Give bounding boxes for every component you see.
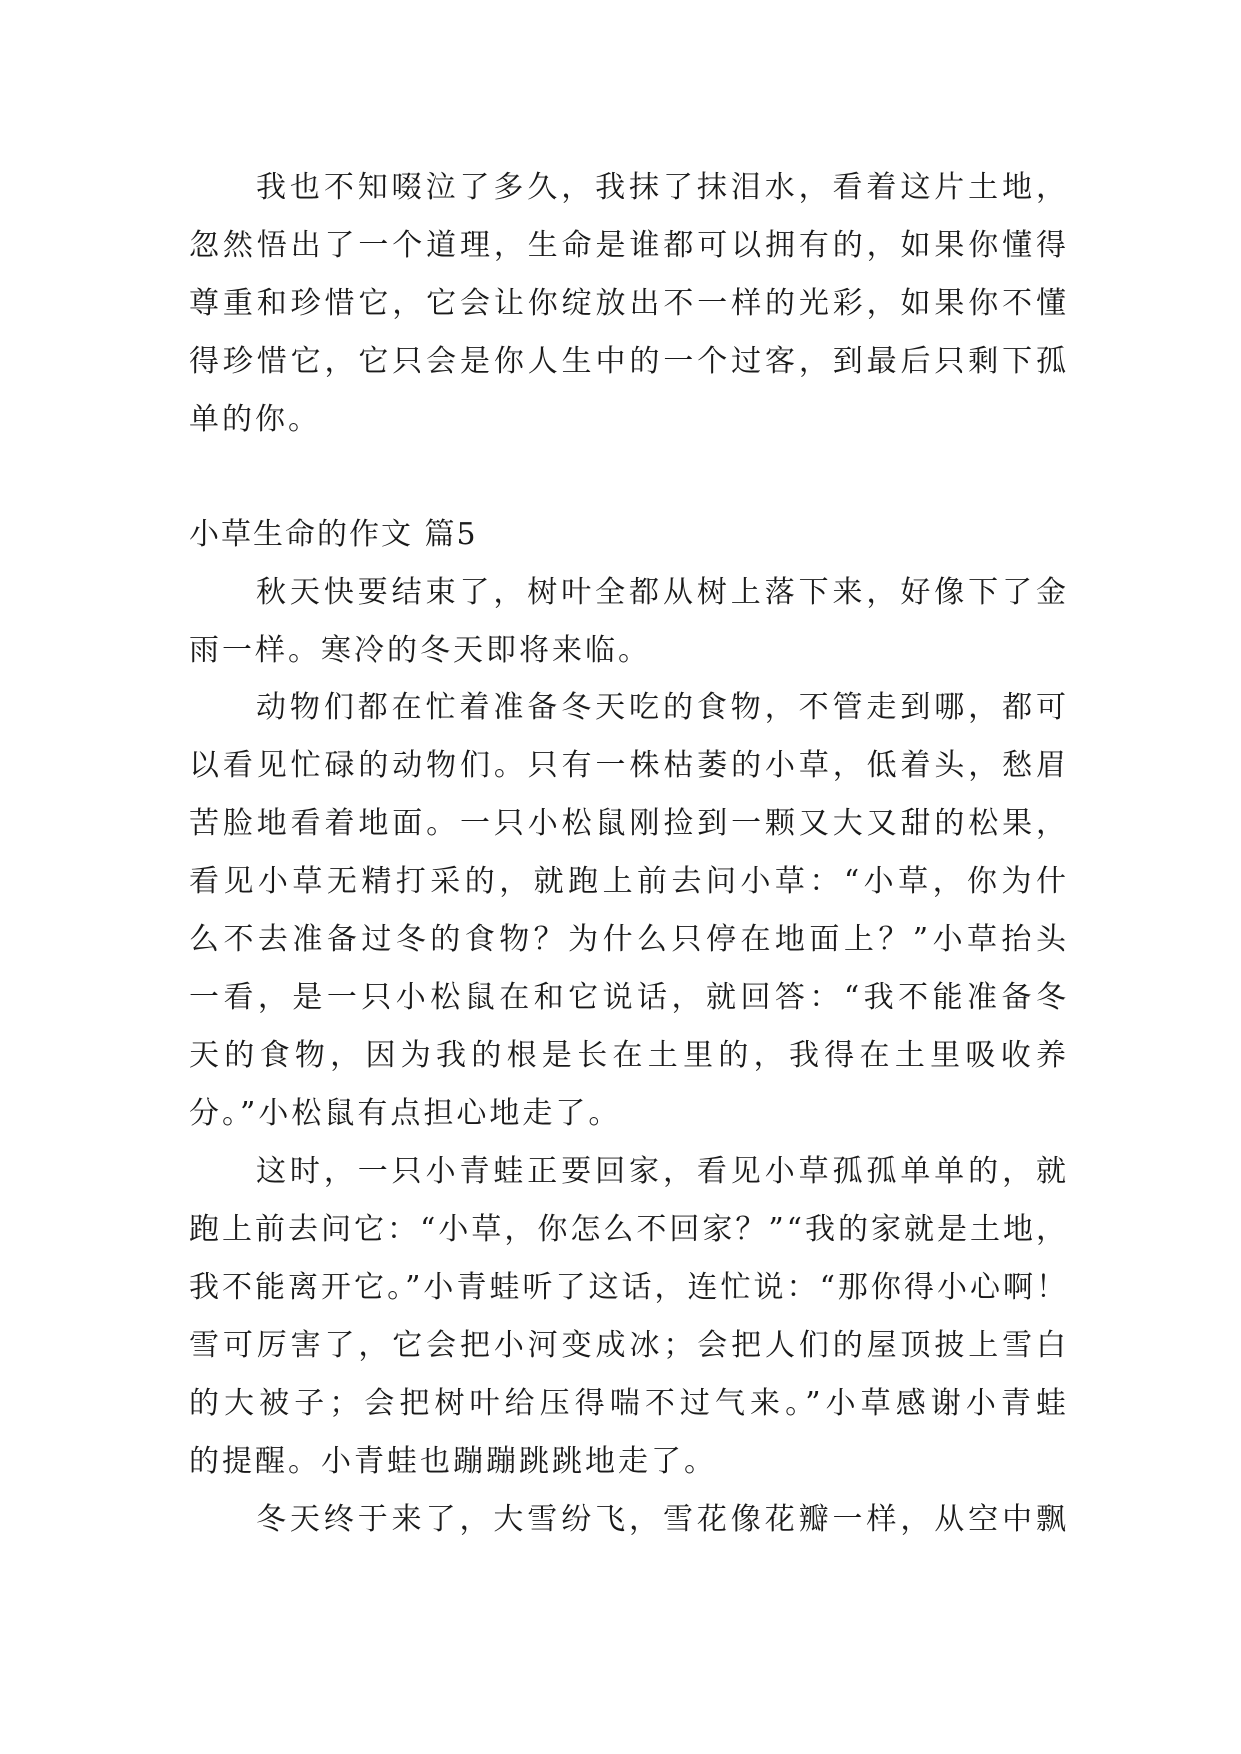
section-heading: 小草生命的作文 篇5 xyxy=(189,517,478,552)
text-line: 么不去准备过冬的食物？为什么只停在地面上？”小草抬头 xyxy=(189,922,1069,957)
text-line: 看见小草无精打采的，就跑上前去问小草：“小草，你为什 xyxy=(189,864,1069,899)
text-line: 这时，一只小青蛙正要回家，看见小草孤孤单单的，就 xyxy=(256,1154,1069,1189)
text-line: 我不能离开它。”小青蛙听了这话，连忙说：“那你得小心啊！ xyxy=(189,1270,1069,1305)
text-line: 的提醒。小青蛙也蹦蹦跳跳地走了。 xyxy=(189,1444,717,1479)
text-line: 冬天终于来了，大雪纷飞，雪花像花瓣一样，从空中飘 xyxy=(256,1502,1069,1537)
text-line: 跑上前去问它：“小草，你怎么不回家？”“我的家就是土地， xyxy=(189,1212,1070,1247)
text-line: 忽然悟出了一个道理，生命是谁都可以拥有的，如果你懂得 xyxy=(189,228,1069,263)
text-line: 的大被子；会把树叶给压得喘不过气来。”小草感谢小青蛙 xyxy=(189,1386,1069,1421)
text-line: 以看见忙碌的动物们。只有一株枯萎的小草，低着头，愁眉 xyxy=(189,748,1069,783)
text-line: 动物们都在忙着准备冬天吃的食物，不管走到哪，都可 xyxy=(256,690,1069,725)
text-line: 苦脸地看着地面。一只小松鼠刚捡到一颗又大又甜的松果， xyxy=(189,806,1069,841)
text-line: 得珍惜它，它只会是你人生中的一个过客，到最后只剩下孤 xyxy=(189,344,1069,379)
text-line: 一看，是一只小松鼠在和它说话，就回答：“我不能准备冬 xyxy=(189,980,1069,1015)
text-line: 单的你。 xyxy=(189,402,321,437)
text-line: 分。”小松鼠有点担心地走了。 xyxy=(189,1096,622,1131)
text-line: 秋天快要结束了，树叶全都从树上落下来，好像下了金 xyxy=(256,575,1069,610)
text-line: 尊重和珍惜它，它会让你绽放出不一样的光彩，如果你不懂 xyxy=(189,286,1069,321)
text-line: 我也不知啜泣了多久，我抹了抹泪水，看着这片土地， xyxy=(256,170,1069,205)
text-line: 天的食物，因为我的根是长在土里的，我得在土里吸收养 xyxy=(189,1038,1069,1073)
text-line: 雪可厉害了，它会把小河变成冰；会把人们的屋顶披上雪白 xyxy=(189,1328,1069,1363)
text-line: 雨一样。寒冷的冬天即将来临。 xyxy=(189,633,651,668)
